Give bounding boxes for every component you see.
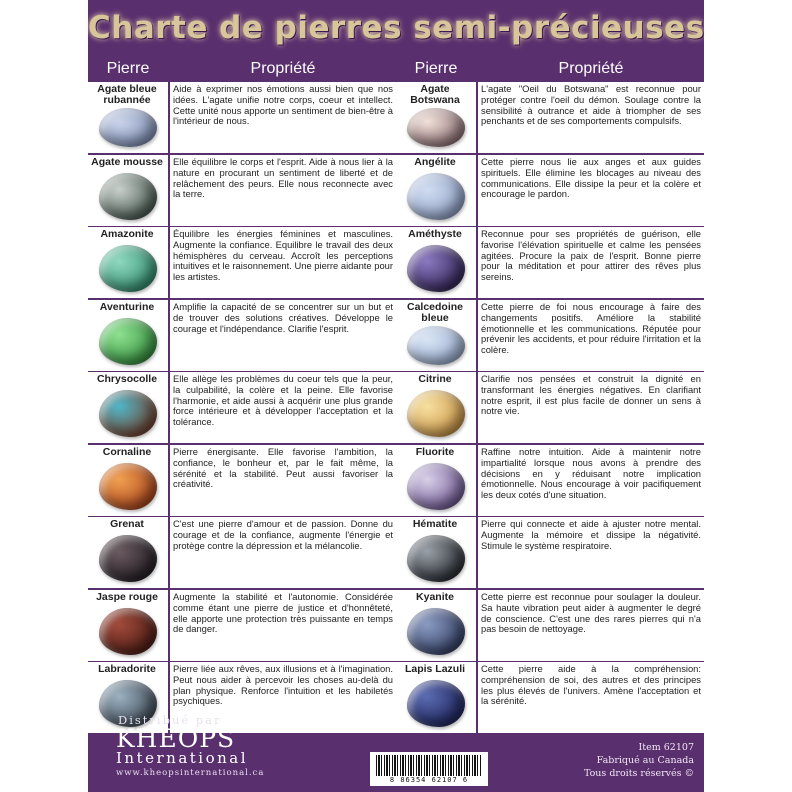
property-cell (478, 155, 704, 226)
property-text: Équilibre les énergies féminines et masculines. Augmente la confiance. Equilibre le travail des deux hémisphères du cerveau. Accroît les perceptions intuitives et le raisonnement. Une pierre aidante pour les artistes. (173, 228, 393, 283)
stone-cell (88, 590, 168, 661)
property-cell (478, 300, 704, 371)
stone-image (99, 390, 157, 437)
stone-cell (88, 82, 168, 153)
stone-name: Grenat (110, 518, 144, 530)
stone-image (407, 608, 465, 655)
stone-image (99, 608, 157, 655)
stone-name: Cornaline (102, 446, 152, 458)
property-cell (170, 227, 396, 298)
stone-name: Chrysocolle (96, 373, 158, 385)
property-cell (478, 517, 704, 588)
chart-sheet (88, 0, 704, 792)
property-text: Elle allège les problèmes du coeur tels que la peur, la culpabilité, la colère et la peine. Elle favorise l'harmonie, et aide aussi à acquérir une plus grande force intérieure et à développer l'acceptation et la tolérance. (173, 373, 393, 428)
distributor-label: Distribué par (118, 713, 222, 727)
property-cell (170, 372, 396, 443)
barcode (370, 752, 488, 786)
header-property-left: Propriété (250, 60, 316, 77)
stone-cell (396, 517, 476, 588)
property-text: Pierre qui connecte et aide à ajuster notre mental. Augmente la mémoire et dissipe la négativité. Stimule le système respiratoire. (481, 518, 701, 551)
chart-title: Charte de pierres semi-précieuses (88, 10, 705, 46)
property-cell (170, 517, 396, 588)
property-text: Clarifie nos pensées et construit la dignité en transformant les énergies négatives. En clarifiant notre esprit, il est plus facile de donner un sens à notre vie. (481, 373, 701, 417)
property-cell (478, 662, 704, 733)
header-property-right: Propriété (558, 60, 624, 77)
made-in-label: Fabriqué au Canada (596, 755, 694, 766)
stone-cell (88, 517, 168, 588)
stone-cell (396, 590, 476, 661)
stone-cell (88, 155, 168, 226)
stone-name: Hématite (412, 518, 458, 530)
header-stone-right: Pierre (414, 60, 458, 77)
stone-image (407, 326, 465, 365)
trademark-mark: TM (274, 722, 285, 729)
stone-name: Agate mousse (91, 156, 163, 168)
stone-image (407, 108, 465, 147)
property-cell (170, 445, 396, 516)
barcode-digits: 8 86354 62107 6 (389, 776, 469, 784)
stone-name: Jaspe rouge (96, 591, 158, 603)
stone-image (407, 463, 465, 510)
stone-name: Labradorite (98, 663, 156, 675)
stone-image (407, 535, 465, 582)
property-cell (170, 82, 396, 153)
property-cell (170, 590, 396, 661)
stone-name: Angélite (414, 156, 456, 168)
item-number: Item 62107 (638, 742, 694, 753)
property-cell (478, 82, 704, 153)
property-text: L'agate "Oeil du Botswana" est reconnue pour protéger contre l'oeil du démon. Soulage contre la sensibilité à outrance et aide à triompher de ses penchants et de ses comportements compulsifs. (481, 83, 701, 127)
stone-image (99, 108, 157, 147)
property-cell (478, 445, 704, 516)
stone-name: Kyanite (416, 591, 454, 603)
property-text: Cette pierre de foi nous encourage à faire des changements positifs. Améliore la stabilité émotionnelle et les communications. Réputée pour prévenir les accidents, et pour réduire l'irritation et la colère. (481, 301, 701, 356)
stone-image (407, 390, 465, 437)
property-text: Pierre liée aux rêves, aux illusions et à l'imagination. Peut nous aider à percevoir les choses au-delà du plan physique. Renforce l'intuition et les habiletés psychiques. (173, 663, 393, 707)
header-stone-left: Pierre (106, 60, 150, 77)
stone-cell (396, 372, 476, 443)
property-text: Pierre énergisante. Elle favorise l'ambition, la confiance, le bonheur et, par le fait même, la sérénité et la stabilité. Peut aussi favoriser la créativité. (173, 446, 393, 490)
stone-cell (396, 82, 476, 153)
property-cell (478, 590, 704, 661)
stone-cell (88, 445, 168, 516)
stone-name: Agate Botswana (410, 83, 460, 106)
property-cell (478, 372, 704, 443)
stone-image (407, 680, 465, 727)
property-text: Cette pierre nous lie aux anges et aux guides spirituels. Elle élimine les blocages au niveau des communications. Elle dissipe la peur et la colère et encourage le pardon. (481, 156, 701, 200)
property-text: Amplifie la capacité de se concentrer sur un but et de trouver des solutions créatives. Développe le courage et l'indépendance. Clarifie l'esprit. (173, 301, 393, 334)
stone-name: Améthyste (408, 228, 462, 240)
stone-name: Lapis Lazuli (404, 663, 466, 675)
stone-name: Aventurine (99, 301, 155, 313)
stone-image (99, 535, 157, 582)
stone-cell (88, 372, 168, 443)
stone-image (99, 245, 157, 292)
stone-cell (396, 227, 476, 298)
stone-image (407, 245, 465, 292)
stone-image (99, 463, 157, 510)
property-text: Elle équilibre le corps et l'esprit. Aide à nous lier à la nature en procurant un sentiment de liberté et de relâchement des peurs. Elle nous reconnecte avec la terre. (173, 156, 393, 200)
barcode-bars (376, 755, 482, 776)
property-cell (170, 155, 396, 226)
stone-name: Agate bleue rubannée (97, 83, 157, 106)
property-text: Cette pierre aide à la compréhension: compréhension de soi, des autres et des principes les plus élevés de l'univers. Amène l'acceptation et la sérénité. (481, 663, 701, 707)
stone-name: Citrine (418, 373, 452, 385)
property-text: Raffine notre intuition. Aide à maintenir notre impartialité lorsque nous avons à prendre des décisions en y réduisant notre implication émotionnelle. Nous encourage à voir pacifiquement les deux cotés d'une situation. (481, 446, 701, 501)
property-text: Cette pierre est reconnue pour soulager la douleur. Sa haute vibration peut aider à augmenter le degré de conscience. C'est une des rares pierres qui n'a pas besoin de nettoyage. (481, 591, 701, 635)
property-text: C'est une pierre d'amour et de passion. Donne du courage et de la confiance, augmente l'énergie et protège contre la dépression et la mélancolie. (173, 518, 393, 551)
stone-name: Fluorite (415, 446, 455, 458)
stone-cell (396, 445, 476, 516)
property-text: Reconnue pour ses propriétés de guérison, elle favorise l'élévation spirituelle et calme les pensées agitées. Procure la paix de l'esprit. Bonne pierre pour la méditation et pour attirer des rêves plus sereins. (481, 228, 701, 283)
property-cell (478, 227, 704, 298)
stone-cell (88, 227, 168, 298)
stone-image (407, 173, 465, 220)
stone-cell (396, 662, 476, 733)
stone-cell (88, 300, 168, 371)
stone-cell (396, 155, 476, 226)
website-text: www.kheopsinternational.ca (116, 768, 265, 778)
property-text: Aide à exprimer nos émotions aussi bien que nos idées. L'agate unifie notre corps, coeur et intellect. Cette unité nous apporte un sentiment de bien-être à l'intérieur de nous. (173, 83, 393, 127)
brand-logo: KHEOPS (116, 724, 236, 753)
stone-image (99, 318, 157, 365)
stone-image (99, 173, 157, 220)
rights-label: Tous droits réservés © (583, 768, 694, 779)
stone-name: Amazonite (100, 228, 154, 240)
stone-name: Calcedoine bleue (406, 301, 464, 324)
brand-international: International (116, 749, 249, 767)
stone-cell (396, 300, 476, 371)
property-text: Augmente la stabilité et l'autonomie. Considérée comme étant une pierre de justice et d'honnêteté, elle apporte une protection très puissante en temps de danger. (173, 591, 393, 635)
property-cell (170, 300, 396, 371)
